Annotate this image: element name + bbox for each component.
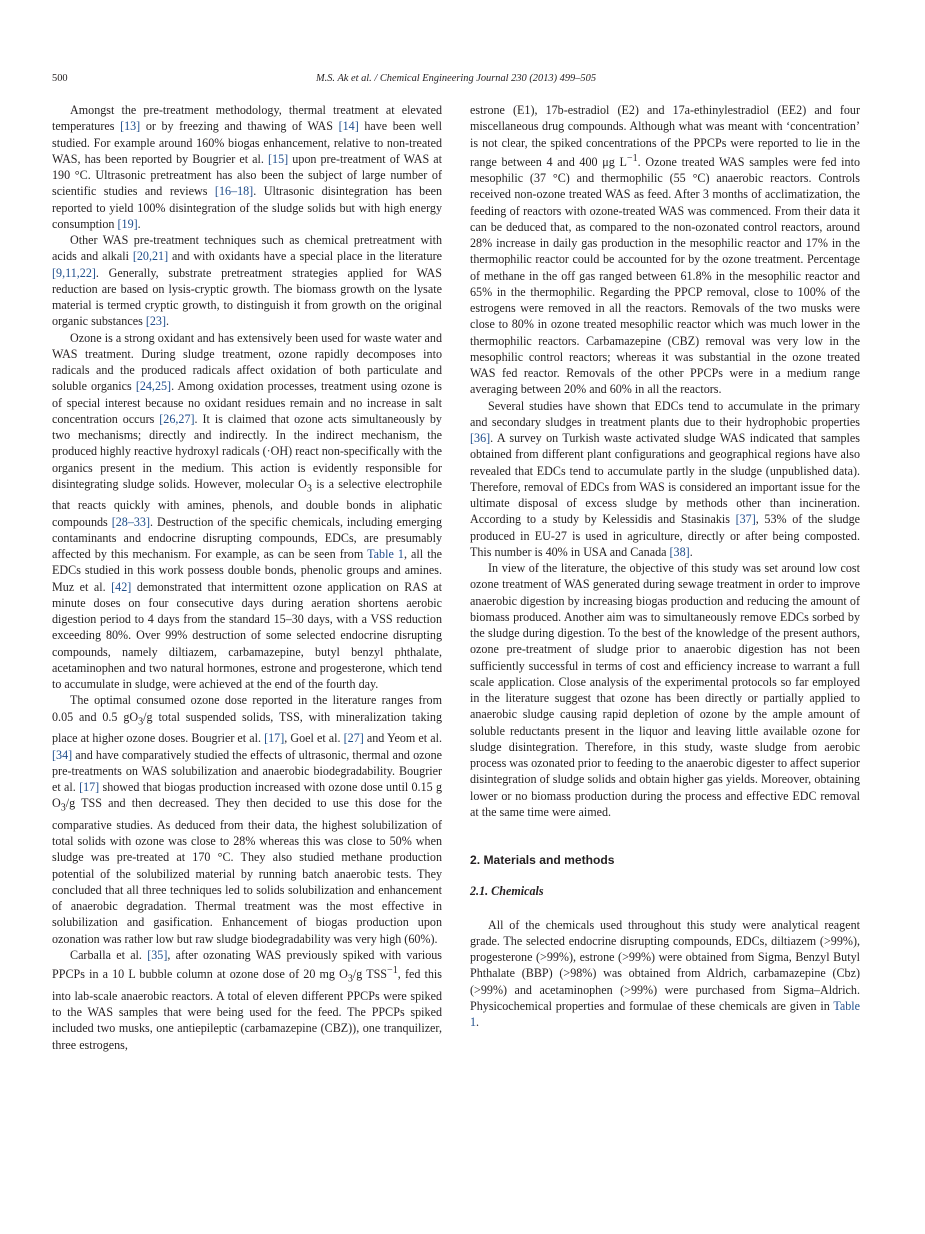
running-head xyxy=(52,71,860,87)
paragraph: Several studies have shown that EDCs tend to accumulate in the primary and secondary sludges in treatment plants due to their hydrophobic properties [36]. A survey on Turkish waste activated sludge WAS indicated that samples obtained from different plant configurations and geographical regions have also revealed that EDCs tend to accumulate partly in the sludge (unpublished data). Therefore, removal of EDCs from WAS is considered an important issue for the ultimate disposal of excess sludge by methods other than incineration. According to a study by Kelessidis and Stasinakis [37], 53% of the sludge produced in EU-27 is used in agriculture, directly or after being composted. This number is 40% in USA and Canada [38]. xyxy=(470,398,860,559)
paragraph: In view of the literature, the objective of this study was set around low cost ozone treatment of WAS generated during sewage treatment in order to improve anaerobic digestion by increasing biogas production and reducing the amount of biomass produced. Another aim was to simultaneously remove EDCs sorbed by the sludge during digestion. To the best of the knowledge of the present authors, ozone pre-treatment of sludge prior to anaerobic digestion has not been sufficiently successful in terms of cost and efficiency increase to warrant a full scale application. Close analysis of the experimental protocols so far employed in the literature suggest that ozone has been directly or partially applied to anaerobic sludge causing rapid depletion of ozone by the ample amount of soluble reductants present in the liquor and leaving little available ozone for sludge disintegration. Therefore, in this study, waste sludge from aerobic process was ozonated prior to feeding to the anaerobic digester to affect superior disintegration of sludge solids and obtain higher gas yields. Moreover, obtaining lower or no biomass production during the process and effective EDC removal at the same time were aimed. xyxy=(470,561,860,819)
citation-link[interactable]: [38] xyxy=(669,544,690,559)
citation-link[interactable]: [27] xyxy=(343,731,364,746)
citation-link[interactable]: [36] xyxy=(470,431,491,446)
citation-link[interactable]: [28–33] xyxy=(111,514,150,529)
citation-link[interactable]: [35] xyxy=(147,947,168,962)
paragraph: Other WAS pre-treatment techniques such as chemical pretreatment with acids and alkali [20,21] and with oxidants have a special place in the literature [9,11,22]. Generally, substrate pretreatment strategies applied for WAS reduction are based on lysis-cryptic growth. The biomass growth on the lysate material is termed cryptic growth, to distinguish it from growth on the original organic substances [23]. xyxy=(52,233,442,329)
citation-link[interactable]: [23] xyxy=(145,314,166,329)
citation-link[interactable]: [19] xyxy=(117,216,138,231)
citation-link[interactable]: [42] xyxy=(111,579,132,594)
journal-reference: M.S. Ak et al. / Chemical Engineering Journal 230 (2013) 499–505 xyxy=(315,73,597,84)
paragraph: Carballa et al. [35], after ozonating WAS previously spiked with various PPCPs in a 10 L bubble column at ozone dose of 20 mg $O_3/g$ $TSS^{-1}$, fed this into lab-scale anaerobic reactors. A total of eleven different PPCPs were spiked to the WAS samples that were being used for the feed. The PPCPs spiked included two musks, one antiepileptic (carbamazepine (CBZ)), one tranquilizer, three estrogens, xyxy=(52,947,443,1052)
citation-link[interactable]: [34] xyxy=(52,747,73,762)
citation-link[interactable]: [24,25] xyxy=(135,379,172,394)
citation-link[interactable]: [37] xyxy=(735,512,756,527)
paragraph: The optimal consumed ozone dose reported in the literature ranges from 0.05 and 0.5 $gO_3/g$ total suspended solids, TSS, with mineralization taking place at higher ozone doses. Bougrier et al. [17], Goel et al. [27] and Yeom et al. [34] and have comparatively studied the effects of ultrasonic, thermal and ozone pre-treatments on WAS solubilization and anaerobic biodegradability. Bougrier et al. [17] showed that biogas production increased with ozone dose until 0.15 g $O_3/g$ TSS and then decreased. They then decided to use this dose for the comparative studies. As deduced from their data, the highest solubilization of total solids with ozone was close to 28% whereas this was close to 50% when sludge was pre-treated at 170 °C. They also studied methane production potential of the solubilized material by running batch anaerobic tests. They concluded that all three techniques led to solids solubilization and enhancement of anaerobic degradation. Thermal treatment was the most effective in solubilization and gasification. Enhancement of biogas production upon ozonation was rather low but raw sludge biodegradability was very high (60%). xyxy=(52,693,443,946)
citation-link[interactable]: [16–18] xyxy=(214,184,254,199)
citation-link[interactable]: [13] xyxy=(120,119,141,134)
right-column xyxy=(470,102,860,1030)
paragraph: Amongst the pre-treatment methodology, thermal treatment at elevated temperatures [13] or by freezing and thawing of WAS [14] have been well studied. For example around 160% biogas enhancement, relative to non-treated WAS, has been reported by Bougrier et al. [15] upon pre-treatment of WAS at 190 °C. Ultrasonic pretreatment has also been the subject of large number of scientific studies and reviews [16–18]. Ultrasonic disintegration has been reported to yield 100% disintegration of the sludge solids but with high energy consumption [19]. xyxy=(52,103,442,231)
citation-link[interactable]: [9,11,22] xyxy=(52,265,96,280)
page-number: 500 xyxy=(52,73,68,84)
subsection-heading: 2.1. Chemicals xyxy=(470,884,544,899)
section-heading: 2. Materials and methods xyxy=(470,853,615,868)
citation-link[interactable]: [20,21] xyxy=(132,249,169,264)
citation-link[interactable]: [26,27] xyxy=(159,411,195,426)
citation-link[interactable]: [15] xyxy=(268,151,289,166)
citation-link[interactable]: [17] xyxy=(79,780,100,795)
table-link[interactable]: Table 1 xyxy=(470,998,860,1030)
citation-link[interactable]: [14] xyxy=(338,119,359,134)
left-column xyxy=(52,102,442,1053)
paragraph: Ozone is a strong oxidant and has extensively been used for waste water and WAS treatment. During sludge treatment, ozone rapidly decomposes into radicals and the produced radicals affect oxidation of both particulate and soluble organics [24,25]. Among oxidation processes, treatment using ozone is of special interest because no oxidant residues remain and no increase in salt concentration occurs [26,27]. It is claimed that ozone acts simultaneously by two mechanisms; directly and indirectly. In the indirect mechanism, the produced highly reactive hydroxyl radicals (·OH) react non-specifically with the organics present in the medium. This action is evidently responsible for disintegrating sludge solids. However, molecular $O_3$ is a selective electrophile that reacts quickly with amines, phenols, and double bonds in aliphatic compounds [28–33]. Destruction of the specific chemicals, including emerging contaminants and endocrine disrupting compounds, EDCs, are presumably affected by this mechanism. For example, as can be seen from Table 1, all the EDCs studied in this work possess double bonds, phenolic groups and amines. Muz et al. [42] demonstrated that intermittent ozone application on RAS at minute doses on four consecutive days during aeration shortens aerobic digestion period to 4 days from the standard 15–30 days, with a VSS reduction exceeding 80%. Over 99% destruction of some selected endocrine disrupting compounds, namely diltiazem, carbamazepine, butyl benzyl phthalate, acetaminophen and two natural hormones, estrone and progesterone, which tend to accumulate in sludge, were achieved at the end of the fourth day. xyxy=(52,330,443,692)
paragraph: estrone (E1), 17b-estradiol (E2) and 17a-ethinylestradiol (EE2) and four miscellaneous drug compounds. Although what was meant with ‘concentration’ is not clear, the spiked concentrations of the PPCPs were reported to lie in the range between 4 and 400 μg $L^{-1}$. Ozone treated WAS samples were fed into mesophilic (37 °C) and thermophilic (55 °C) anaerobic reactors. Controls received non-ozone treated WAS as feed. After 3 months of acclimatization, the feeding of reactors with ozone-treated WAS was commenced. From their data it can be deduced that, as compared to the non-ozonated control reactors, around 28% increase in daily gas production in the mesophilic reactor and 17% in the thermophilic reactor could be accounted for by the ozone treatment. Percentage of methane in the off gas ranged between 61.8% in the mesophilic reactor and 65% in the thermophilic. Regarding the PPCP removal, close to 100% of the estrogens were removed in all the reactors. Removals of the two musks were close to 80% in ozone treated mesophilic reactor which was much lower in the thermophilic reactors. Carbamazepine (CBZ) removal was very low in the mesophilic control reactors; whereas it was substantial in the ozone treated WAS fed reactor. Removals of the other PPCPs were in a medium range averaging between 20% and 60% in all the reactors. xyxy=(470,103,860,397)
paragraph: All of the chemicals used throughout this study were analytical reagent grade. The selected endocrine disrupting compounds, EDCs, diltiazem (>99%), progesterone (>99%), estrone (>99%) were obtained from Sigma, Benzyl Butyl Phthalate (BBP) (>98%) was obtained from Aldrich, carbamazepine (Cbz) (>99%) and acetaminophen (>99%) were purchased from Sigma–Aldrich. Physicochemical properties and formulae of these chemicals are given in Table 1. xyxy=(470,917,860,1030)
citation-link[interactable]: [17] xyxy=(264,731,285,746)
table-link[interactable]: Table 1 xyxy=(367,547,404,562)
